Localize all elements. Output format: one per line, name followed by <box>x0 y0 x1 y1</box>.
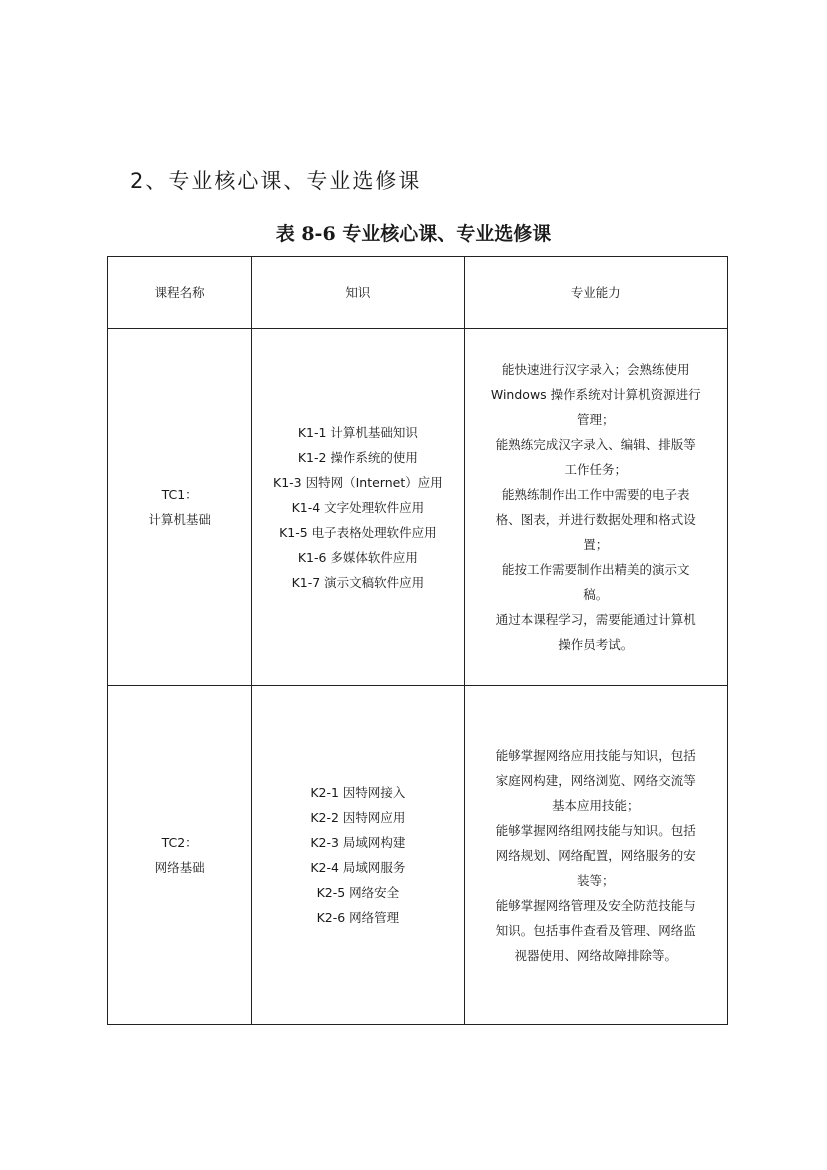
ability-line: 能快速进行汉字录入；会熟练使用 <box>502 362 690 377</box>
ability-line: Windows 操作系统对计算机资源进行 <box>490 387 701 402</box>
knowledge-item: K1-6 多媒体软件应用 <box>297 549 418 565</box>
knowledge-item: K1-4 文字处理软件应用 <box>291 499 425 515</box>
table-caption: 表 8-6 专业核心课、专业选修课 <box>275 223 552 245</box>
ability-line: 能够掌握网络管理及安全防范技能与 <box>495 897 696 913</box>
ability-line: 知识。包括事件查看及管理、网络监 <box>495 922 696 938</box>
knowledge-item: K2-6 网络管理 <box>316 910 400 925</box>
knowledge-item: K1-3 因特网（Internet）应用 <box>273 474 443 490</box>
course-name: 网络基础 <box>154 860 205 875</box>
knowledge-item: K2-1 因特网接入 <box>310 785 406 800</box>
ability-line: 基本应用技能； <box>552 797 640 813</box>
knowledge-item: K1-5 电子表格处理软件应用 <box>279 524 437 540</box>
course-code: TC2： <box>161 835 198 850</box>
knowledge-item: K1-2 操作系统的使用 <box>297 449 418 465</box>
header-ability: 专业能力 <box>464 257 727 329</box>
course-name-cell <box>108 329 252 686</box>
knowledge-item: K2-3 局域网构建 <box>310 835 406 850</box>
ability-line: 能熟练制作出工作中需要的电子表 <box>502 487 690 502</box>
ability-line: 置； <box>583 537 609 552</box>
ability-line: 格、图表，并进行数据处理和格式设 <box>495 512 696 527</box>
knowledge-item: K2-2 因特网应用 <box>310 810 406 825</box>
ability-line: 视器使用、网络故障排除等。 <box>514 947 678 963</box>
course-code: TC1： <box>161 487 198 502</box>
ability-cell <box>464 686 727 1025</box>
knowledge-item: K2-5 网络安全 <box>316 885 400 900</box>
ability-line: 管理； <box>577 412 615 427</box>
ability-line: 能熟练完成汉字录入、编辑、排版等 <box>495 437 696 452</box>
header-course-name: 课程名称 <box>108 257 252 329</box>
ability-line: 操作员考试。 <box>558 637 634 652</box>
ability-line: 装等； <box>577 872 615 888</box>
knowledge-cell <box>252 329 464 686</box>
ability-line: 工作任务； <box>564 462 628 477</box>
ability-line: 能按工作需要制作出精美的演示文 <box>502 562 690 577</box>
ability-line: 通过本课程学习，需要能通过计算机 <box>495 612 696 627</box>
knowledge-item: K2-4 局域网服务 <box>310 860 406 875</box>
course-name: 计算机基础 <box>148 512 211 527</box>
table-header-row <box>108 257 728 329</box>
course-table <box>107 256 728 1025</box>
knowledge-item: K1-7 演示文稿软件应用 <box>291 574 425 590</box>
ability-line: 稿。 <box>583 587 609 602</box>
knowledge-item: K1-1 计算机基础知识 <box>297 424 418 440</box>
header-knowledge: 知识 <box>252 257 464 329</box>
table-row <box>108 686 728 1025</box>
knowledge-cell <box>252 686 464 1025</box>
ability-line: 家庭网构建，网络浏览、网络交流等 <box>495 772 696 788</box>
section-heading: 2、专业核心课、专业选修课 <box>130 169 422 193</box>
ability-line: 网络规划、网络配置，网络服务的安 <box>495 847 696 863</box>
ability-cell <box>464 329 727 686</box>
course-name-cell <box>108 686 252 1025</box>
ability-line: 能够掌握网络应用技能与知识，包括 <box>495 747 696 763</box>
ability-line: 能够掌握网络组网技能与知识。包括 <box>495 822 696 838</box>
table-row <box>108 329 728 686</box>
